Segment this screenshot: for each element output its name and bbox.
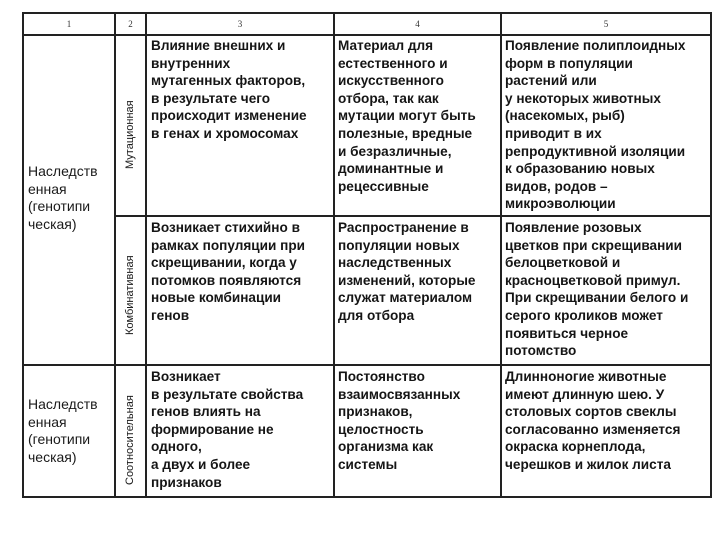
variation-form-label: Мутационная <box>124 100 136 169</box>
col-divider-2 <box>145 12 147 498</box>
variation-form-label: Комбинативная <box>124 255 136 335</box>
col-divider-3 <box>333 12 335 498</box>
col-divider-1 <box>114 12 116 498</box>
column-header-4: 4 <box>415 19 420 29</box>
example-cell: Появление полиплоидных форм в популяции растений или у некоторых животных (насекомых, рыб) приводит в их репродуктивной изоляции к образованию новых видов, родов – микроэволюции <box>505 38 686 212</box>
example-cell: Длинноногие животные имеют длинную шею. У столовых сортов свеклы согласованно изменяется окраска корнеплода, черешков и жилок листа <box>505 369 681 472</box>
table-border-left <box>22 12 24 498</box>
col-divider-4 <box>500 12 502 498</box>
table-border-right <box>710 12 712 498</box>
column-header-3: 3 <box>237 19 243 29</box>
variation-form-label: Соотносительная <box>124 395 136 485</box>
table-border-bottom <box>22 496 712 498</box>
cause-cell: Влияние внешних и внутренних мутагенных факторов, в результате чего происходит изменение в генах и хромосомах <box>151 38 307 141</box>
significance-cell: Материал для естественного и искусственного отбора, так как мутации могут быть полезные, вредные и безразличные, доминантные и рецессивные <box>338 38 476 194</box>
example-cell: Появление розовых цветков при скрещивании белоцветковой и красноцветковой примул. При скрещивании белого и серого кроликов может появиться черное потомство <box>505 220 689 359</box>
cause-cell: Возникает стихийно в рамках популяции при скрещивании, когда у потомков появляются новые комбинации генов <box>151 220 306 323</box>
row-divider-1 <box>114 215 712 217</box>
column-header-1: 1 <box>66 19 72 29</box>
significance-cell: Постоянство взаимосвязанных признаков, целостность организма как системы <box>338 369 461 472</box>
cause-cell: Возникает в результате свойства генов влиять на формирование не одного, а двух и более признаков <box>151 369 304 490</box>
variation-type-cell: Наследств енная (генотипи ческая) <box>28 396 98 465</box>
variation-type-cell: Наследств енная (генотипи ческая) <box>28 163 98 232</box>
variation-table <box>22 12 712 498</box>
row-divider-2 <box>22 364 712 366</box>
column-header-2: 2 <box>128 19 133 29</box>
column-header-5: 5 <box>603 19 609 29</box>
significance-cell: Распространение в популяции новых наследственных изменений, которые служат материалом для отбора <box>338 220 476 323</box>
